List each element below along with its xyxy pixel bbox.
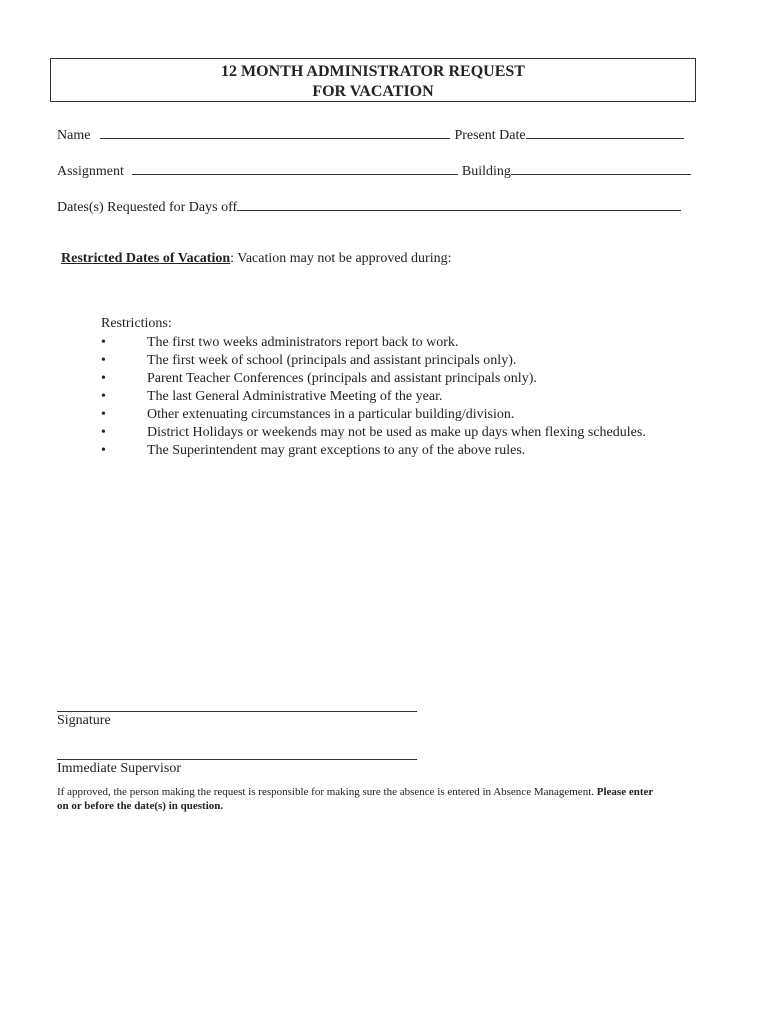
- signature-label: Signature: [57, 713, 111, 728]
- restricted-dates-line: [61, 251, 452, 267]
- restrictions-heading: Restrictions:: [101, 316, 172, 331]
- restricted-dates-text: : Vacation may not be approved during:: [230, 251, 452, 266]
- approval-note-bold: Please enter on or before the date(s) in question.: [57, 786, 654, 812]
- restriction-text: The first two weeks administrators report back to work.: [147, 335, 459, 350]
- list-item: [101, 388, 646, 406]
- form-title-line1: 12 MONTH ADMINISTRATOR REQUEST: [221, 63, 525, 80]
- building-field[interactable]: [511, 162, 691, 175]
- list-item: [101, 442, 646, 460]
- form-title-line2: FOR VACATION: [312, 83, 434, 100]
- assignment-field[interactable]: [132, 162, 458, 175]
- restriction-text: The Superintendent may grant exceptions to any of the above rules.: [147, 443, 526, 458]
- list-item: [101, 424, 646, 442]
- bullet-icon: •: [101, 425, 106, 440]
- restriction-text: District Holidays or weekends may not be used as make up days when flexing schedules.: [147, 425, 646, 440]
- assignment-label: Assignment: [57, 164, 124, 179]
- name-row: [57, 126, 684, 144]
- supervisor-label: Immediate Supervisor: [57, 761, 182, 776]
- form-title-box: [50, 58, 696, 102]
- building-label: Building: [461, 164, 511, 179]
- bullet-icon: •: [101, 371, 106, 386]
- present-date-field[interactable]: [526, 126, 684, 139]
- restricted-dates-heading: Restricted Dates of Vacation: [61, 251, 231, 266]
- dates-requested-row: [57, 198, 681, 216]
- list-item: [101, 370, 646, 388]
- approval-note: [57, 785, 657, 813]
- dates-requested-field[interactable]: [237, 198, 681, 211]
- name-label: Name: [57, 128, 91, 143]
- bullet-icon: •: [101, 443, 106, 458]
- bullet-icon: •: [101, 353, 106, 368]
- restrictions-list: [101, 334, 646, 460]
- present-date-label: Present Date: [454, 128, 526, 143]
- bullet-icon: •: [101, 389, 106, 404]
- approval-note-text: If approved, the person making the request is responsible for making sure the absence is entered in Absence Management.: [57, 786, 594, 798]
- restriction-text: The first week of school (principals and assistant principals only).: [147, 353, 517, 368]
- list-item: [101, 406, 646, 424]
- assignment-row: [57, 162, 691, 180]
- restriction-text: The last General Administrative Meeting of the year.: [147, 389, 443, 404]
- list-item: [101, 334, 646, 352]
- signature-line[interactable]: [57, 700, 417, 712]
- name-field[interactable]: [100, 126, 450, 139]
- restriction-text: Parent Teacher Conferences (principals and assistant principals only).: [147, 371, 537, 386]
- bullet-icon: •: [101, 407, 106, 422]
- supervisor-signature-line[interactable]: [57, 748, 417, 760]
- list-item: [101, 352, 646, 370]
- bullet-icon: •: [101, 335, 106, 350]
- dates-requested-label: Dates(s) Requested for Days off: [57, 200, 238, 215]
- restriction-text: Other extenuating circumstances in a particular building/division.: [147, 407, 515, 422]
